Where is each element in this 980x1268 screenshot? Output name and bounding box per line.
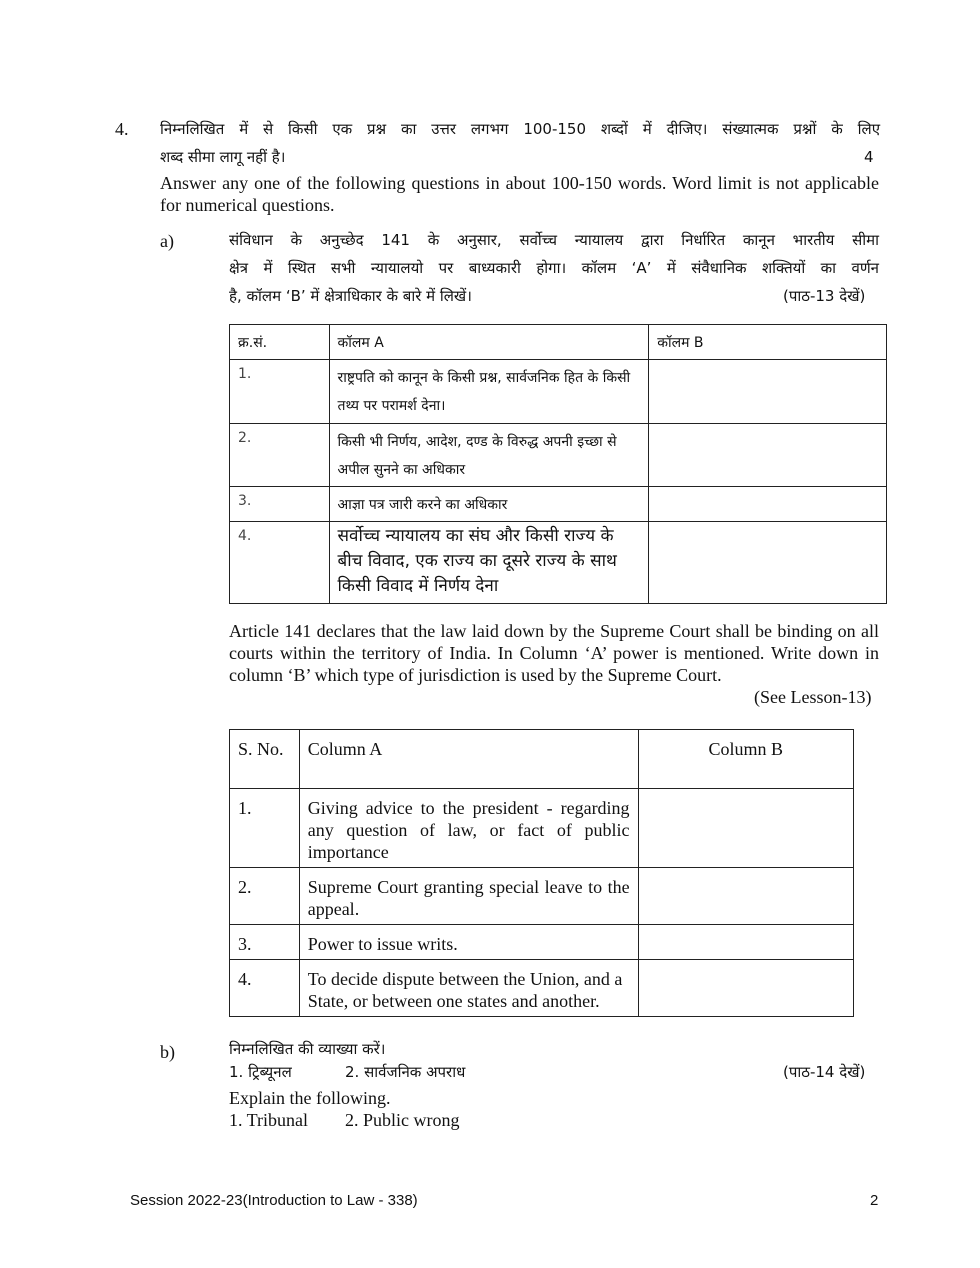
english-row-column-b bbox=[638, 960, 853, 1017]
table-row bbox=[230, 789, 854, 868]
part-a-hindi-line1: संविधान के अनुच्छेद 141 के अनुसार, सर्वोच्च न्यायालय द्वारा निर्धारित कानून भारतीय सीमा bbox=[229, 231, 879, 249]
english-row-number: 2. bbox=[230, 868, 300, 925]
hindi-row-text: राष्ट्रपति को कानून के किसी प्रश्न, सार्वजनिक हित के किसी तथ्य पर परामर्श देना। bbox=[329, 360, 649, 424]
english-header-column-b: Column B bbox=[638, 730, 853, 789]
part-a-english-text: Article 141 declares that the law laid down by the Supreme Court shall be binding on all courts within the territory of India. In Column ‘A’ power is mentioned. Write down in column ‘B’ which type of jurisdiction is used by the Supreme Court. bbox=[229, 621, 879, 685]
hindi-table-header bbox=[230, 325, 887, 360]
english-row-text: Supreme Court granting special leave to the appeal. bbox=[299, 868, 638, 925]
english-table-header bbox=[230, 730, 854, 789]
part-b-hindi-item2: 2. सार्वजनिक अपराध bbox=[345, 1063, 466, 1081]
english-row-text: To decide dispute between the Union, and a State, or between one states and another. bbox=[299, 960, 638, 1017]
table-row bbox=[230, 522, 887, 604]
hindi-row-text: सर्वोच्च न्यायालय का संघ और किसी राज्य के बीच विवाद, एक राज्य का दूसरे राज्य के साथ किसी विवाद में निर्णय देना bbox=[329, 522, 649, 604]
part-a-english-reference: (See Lesson-13) bbox=[754, 687, 872, 707]
part-a-hindi-line3: है, कॉलम ‘B’ में क्षेत्राधिकार के बारे में लिखें। bbox=[229, 287, 472, 305]
english-row-number: 4. bbox=[230, 960, 300, 1017]
part-b-label: b) bbox=[160, 1042, 175, 1062]
english-row-number: 3. bbox=[230, 925, 300, 960]
part-a-hindi-reference: (पाठ-13 देखें) bbox=[783, 287, 866, 305]
english-row-text: Power to issue writs. bbox=[299, 925, 638, 960]
hindi-row-text: आज्ञा पत्र जारी करने का अधिकार bbox=[329, 487, 649, 522]
table-row bbox=[230, 360, 887, 424]
hindi-row-number: 4. bbox=[230, 522, 330, 604]
english-table bbox=[229, 729, 854, 1017]
table-row bbox=[230, 868, 854, 925]
part-b-hindi-reference: (पाठ-14 देखें) bbox=[783, 1063, 866, 1081]
hindi-table bbox=[229, 324, 887, 604]
question-marks: 4 bbox=[864, 148, 874, 166]
table-row bbox=[230, 925, 854, 960]
part-b-hindi-line1: निम्नलिखित की व्याख्या करें। bbox=[229, 1040, 386, 1058]
part-b-hindi-item1: 1. ट्रिब्यूनल bbox=[229, 1063, 292, 1081]
hindi-header-column-a: कॉलम A bbox=[329, 325, 649, 360]
hindi-row-column-b bbox=[649, 360, 887, 424]
part-b-english-item2: 2. Public wrong bbox=[345, 1110, 460, 1130]
part-b-english-line1: Explain the following. bbox=[229, 1088, 391, 1108]
hindi-header-column-b: कॉलम B bbox=[649, 325, 887, 360]
question-number: 4. bbox=[115, 119, 129, 139]
english-row-column-b bbox=[638, 789, 853, 868]
table-row bbox=[230, 960, 854, 1017]
english-row-number: 1. bbox=[230, 789, 300, 868]
table-row bbox=[230, 487, 887, 522]
hindi-row-number: 3. bbox=[230, 487, 330, 522]
hindi-row-text: किसी भी निर्णय, आदेश, दण्ड के विरुद्ध अपनी इच्छा से अपील सुनने का अधिकार bbox=[329, 424, 649, 487]
hindi-row-column-b bbox=[649, 522, 887, 604]
footer-session: Session 2022-23(Introduction to Law - 338) bbox=[130, 1192, 418, 1209]
english-row-column-b bbox=[638, 925, 853, 960]
part-a-label: a) bbox=[160, 231, 174, 251]
english-header-sno: S. No. bbox=[230, 730, 300, 789]
english-header-column-a: Column A bbox=[299, 730, 638, 789]
hindi-instruction-line1: निम्नलिखित में से किसी एक प्रश्न का उत्तर लगभग 100-150 शब्दों में दीजिए। संख्यात्मक प्रश्नों के लिए bbox=[160, 120, 880, 138]
hindi-instruction-line2: शब्द सीमा लागू नहीं है। bbox=[160, 148, 286, 166]
english-row-column-b bbox=[638, 868, 853, 925]
hindi-row-number: 2. bbox=[230, 424, 330, 487]
english-instruction: Answer any one of the following questions in about 100-150 words. Word limit is not applicable for numerical questions. bbox=[160, 173, 879, 215]
english-row-text: Giving advice to the president - regarding any question of law, or fact of public importance bbox=[299, 789, 638, 868]
table-row bbox=[230, 424, 887, 487]
part-a-hindi-line2: क्षेत्र में स्थित सभी न्यायालयो पर बाध्यकारी होगा। कॉलम ‘A’ में संवैधानिक शक्तियों का वर्णन bbox=[229, 259, 879, 277]
hindi-header-sno: क्र.सं. bbox=[230, 325, 330, 360]
part-b-english-item1: 1. Tribunal bbox=[229, 1110, 309, 1130]
hindi-row-number: 1. bbox=[230, 360, 330, 424]
hindi-row-column-b bbox=[649, 424, 887, 487]
hindi-row-column-b bbox=[649, 487, 887, 522]
footer-page-number: 2 bbox=[870, 1192, 879, 1209]
